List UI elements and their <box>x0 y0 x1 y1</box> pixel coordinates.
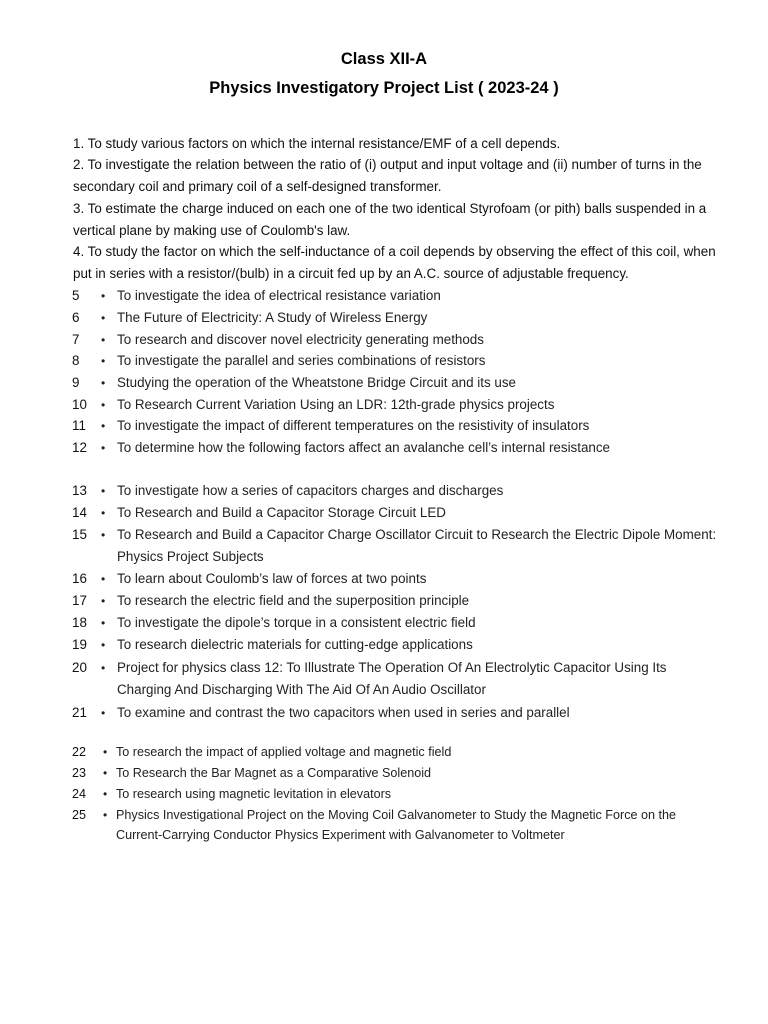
item-text: To investigate the idea of electrical resistance variation <box>117 288 441 303</box>
item-number: 21 <box>72 705 87 720</box>
bullet-icon: • <box>101 333 106 347</box>
item-number: 6 <box>72 310 80 325</box>
item-text: To determine how the following factors affect an avalanche cell’s internal resistance <box>117 440 611 455</box>
class-title: Class XII-A <box>340 50 428 68</box>
bullet-icon: • <box>101 289 106 303</box>
bullet-icon: • <box>103 808 108 822</box>
item-number: 24 <box>72 787 87 801</box>
item-text: To Research and Build a Capacitor Storage Circuit LED <box>117 505 446 520</box>
bullet-icon: • <box>101 441 106 455</box>
item-number: 23 <box>72 766 87 780</box>
item-text: To learn about Coulomb’s law of forces at two points <box>117 571 427 586</box>
item-text: To Research and Build a Capacitor Charge Oscillator Circuit to Research the Electric Dipole Moment: Physics Project Subjects <box>117 527 717 564</box>
item-text: To Research the Bar Magnet as a Comparative Solenoid <box>116 766 432 780</box>
bullet-icon: • <box>101 398 106 412</box>
item-text: To investigate how a series of capacitors charges and discharges <box>117 483 504 498</box>
project-paragraph-2: 2. To investigate the relation between the ratio of (i) output and input voltage and (ii) number of turns in the secondary coil and primary coil of a self-designed transformer. <box>73 157 702 194</box>
item-text: To examine and contrast the two capacitors when used in series and parallel <box>117 705 570 720</box>
item-text: To Research Current Variation Using an LDR: 12th-grade physics projects <box>117 397 555 412</box>
item-number: 5 <box>72 288 80 303</box>
bullet-icon: • <box>101 484 106 498</box>
item-text: To investigate the dipole’s torque in a consistent electric field <box>117 615 476 630</box>
bullet-icon: • <box>101 616 106 630</box>
item-number: 25 <box>72 808 87 822</box>
item-text: Physics Investigational Project on the Moving Coil Galvanometer to Study the Magnetic Force on the Current-Carrying Conductor Physics Experiment with Galvanometer to Voltmeter <box>116 808 677 842</box>
bullet-icon: • <box>101 354 106 368</box>
bullet-icon: • <box>101 572 106 586</box>
item-number: 8 <box>72 353 80 368</box>
bullet-icon: • <box>101 528 106 542</box>
project-paragraph-3: 3. To estimate the charge induced on each one of the two identical Styrofoam (or pith) balls suspended in a vertical plane by making use of Coulomb's law. <box>73 201 707 238</box>
item-number: 20 <box>72 660 87 675</box>
item-text: To research using magnetic levitation in elevators <box>116 787 392 801</box>
list-title: Physics Investigatory Project List ( 2023-24 ) <box>209 79 559 97</box>
bullet-icon: • <box>103 787 108 801</box>
item-number: 22 <box>72 745 87 759</box>
item-text: Studying the operation of the Wheatstone Bridge Circuit and its use <box>117 375 516 390</box>
item-number: 17 <box>72 593 87 608</box>
item-number: 19 <box>72 637 87 652</box>
bullet-icon: • <box>101 661 106 675</box>
item-text: To research the impact of applied voltage and magnetic field <box>116 745 452 759</box>
item-number: 18 <box>72 615 87 630</box>
bullet-icon: • <box>103 745 108 759</box>
bullet-icon: • <box>101 419 106 433</box>
item-number: 14 <box>72 505 87 520</box>
item-number: 9 <box>72 375 80 390</box>
project-paragraph-1: 1. To study various factors on which the internal resistance/EMF of a cell depends. <box>73 136 561 151</box>
item-text: To investigate the impact of different temperatures on the resistivity of insulators <box>117 418 590 433</box>
project-paragraph-4: 4. To study the factor on which the self-inductance of a coil depends by observing the effect of this coil, when put in series with a resistor/(bulb) in a circuit fed up by an A.C. source of adjustable frequency. <box>73 244 716 281</box>
item-text: To research and discover novel electricity generating methods <box>117 332 484 347</box>
bullet-icon: • <box>101 594 106 608</box>
item-number: 11 <box>72 418 86 433</box>
bullet-icon: • <box>101 638 106 652</box>
item-text: To investigate the parallel and series combinations of resistors <box>117 353 486 368</box>
item-number: 7 <box>72 332 80 347</box>
item-number: 15 <box>72 527 87 542</box>
item-number: 13 <box>72 483 87 498</box>
item-number: 16 <box>72 571 87 586</box>
bullet-icon: • <box>101 311 106 325</box>
item-text: The Future of Electricity: A Study of Wireless Energy <box>117 310 428 325</box>
item-number: 12 <box>72 440 87 455</box>
bullet-icon: • <box>101 376 106 390</box>
bullet-icon: • <box>101 506 106 520</box>
item-text: To research the electric field and the superposition principle <box>117 593 470 608</box>
item-text: Project for physics class 12: To Illustrate The Operation Of An Electrolytic Capacitor Using Its Charging And Discharging With The Aid Of An Audio Oscillator <box>117 660 667 697</box>
item-text: To research dielectric materials for cutting-edge applications <box>117 637 473 652</box>
item-number: 10 <box>72 397 87 412</box>
bullet-icon: • <box>101 706 106 720</box>
bullet-icon: • <box>103 766 108 780</box>
